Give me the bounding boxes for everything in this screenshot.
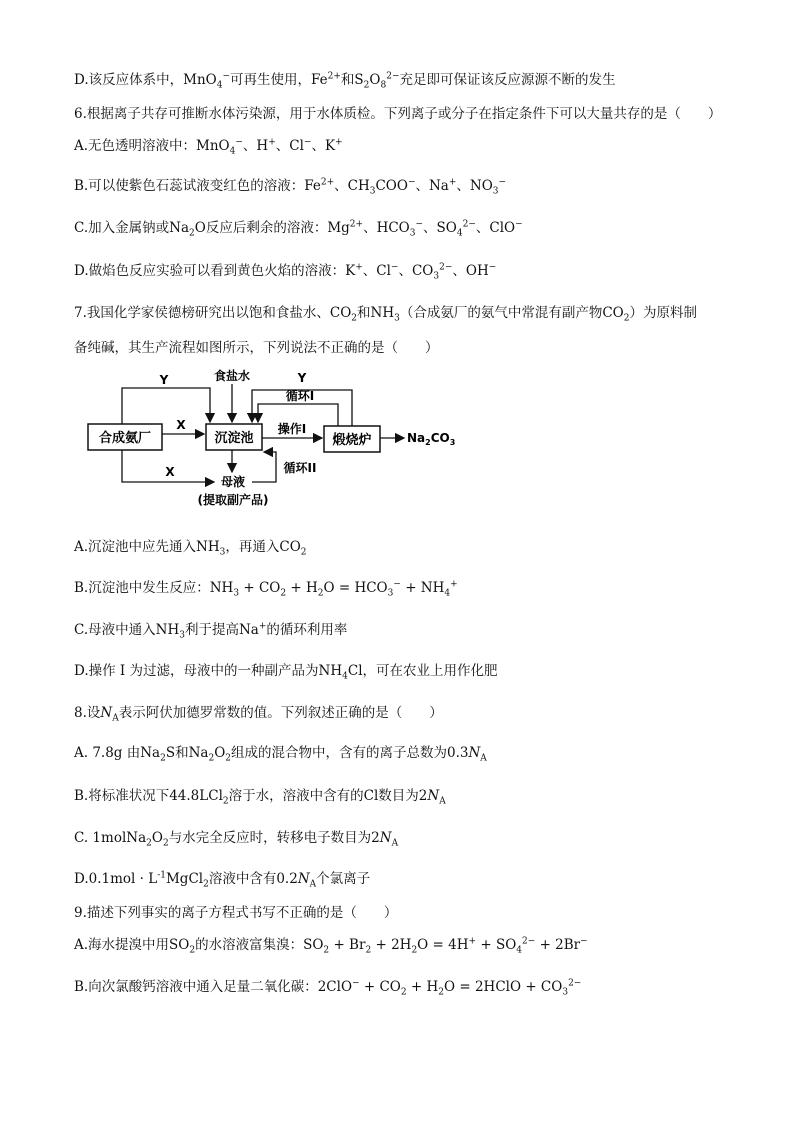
q8-stem: 8.设$N_A$表示阿伏加德罗常数的值。下列叙述正确的是（ ）: [74, 705, 443, 724]
label-cycle-2: 循环II: [283, 461, 317, 475]
q8-option-a: A. 7.8g 由$Na_2S$和$Na_2O_2$组成的混合物中，含有的离子总数为$0.3N_A$: [74, 745, 487, 764]
q7-option-c: C.母液中通入$NH_3$利于提高Na+的循环利用率: [74, 621, 348, 641]
q6-stem: 6.根据离子共存可推断水体污染源，用于水体质检。下列离子或分子在指定条件下可以大量共存的是（ ）: [74, 106, 722, 122]
q6-option-a: A.无色透明溶液中：MnO$_4$−、H+、Cl−、K+: [74, 137, 343, 157]
label-operation-1: 操作I: [277, 422, 307, 436]
flow-diagram: [86, 368, 486, 518]
box-furnace-label: 煅烧炉: [332, 433, 372, 448]
q7-stem-2: 备纯碱，其生产流程如图所示，下列说法不正确的是（ ）: [74, 340, 439, 356]
label-y-right: Y: [297, 371, 307, 385]
label-mother-liquor: 母液: [220, 475, 246, 489]
q9-stem: 9.描述下列事实的离子方程式书写不正确的是（ ）: [74, 905, 398, 921]
q8-option-b: B.将标准状况下44.8LCl$_2$溶于水，溶液中含有的Cl数目为$2N_A$: [74, 788, 446, 807]
box-ammonia-plant-label: 合成氨厂: [98, 431, 152, 446]
q5-option-d: D.该反应体系中，MnO$_4$−可再生使用，$Fe^{2+}$和$S_2O_8^{2-}$充足即可保证该反应源源不断的发生: [74, 71, 616, 91]
label-mother-note: (提取副产品): [197, 493, 269, 507]
label-y-left: Y: [159, 373, 169, 387]
flow-diagram-svg: [86, 368, 486, 518]
q8-option-c: C. $1molNa_2O_2$与水完全反应时，转移电子数目为$2N_A$: [74, 830, 399, 849]
label-brine: 食盐水: [213, 369, 251, 383]
arrow-y-left: [122, 388, 210, 424]
q7-stem-1: 7.我国化学家侯德榜研究出以饱和食盐水、$CO_2$和$NH_3$（合成氨厂的氨气中常混有副产物$CO_2$）为原料制: [74, 305, 697, 324]
q6-option-d: D.做焰色反应实验可以看到黄色火焰的溶液：K+、Cl−、$CO_3^{2-}$、OH−: [74, 262, 497, 282]
label-product: $Na_2CO_3$: [407, 431, 456, 447]
label-x-top: X: [176, 418, 186, 432]
arrow-cycle-2: [252, 452, 276, 482]
q9-option-b: B.向次氯酸钙溶液中通入足量二氧化碳：$2ClO^- + CO_2 + H_2O$ = 2HClO + $CO_3^{2-}$: [74, 978, 582, 998]
label-cycle-1: 循环I: [285, 389, 315, 403]
q7-option-d: D.操作 I 为过滤，母液中的一种副产品为$NH_4Cl$，可在农业上用作化肥: [74, 663, 498, 682]
q6-option-b: B.可以使紫色石蕊试液变红色的溶液：$Fe^{2+}$、$CH_3COO^-$、Na+、$NO_3^-$: [74, 177, 507, 197]
q9-option-a: A.海水提溴中用$SO_2$的水溶液富集溴：$SO_2 + Br_2 + 2H_2O = 4H^+ + SO_4^{2-} + 2Br^-$: [74, 936, 588, 956]
q6-option-c: C.加入金属钠或$Na_2O$反应后剩余的溶液：$Mg^{2+}$、$HCO_3^-$、$SO_4^{2-}$、ClO−: [74, 219, 523, 239]
q7-option-b: B.沉淀池中发生反应：$NH_3 + CO_2 + H_2O = HCO_3^- + NH_4^+$: [74, 579, 458, 599]
box-settling-tank-label: 沉淀池: [214, 431, 254, 446]
q8-option-d: $D.0.1mol \cdot L^{-1}MgCl_2$溶液中含有$0.2N_A$个氯离子: [74, 870, 371, 890]
label-x-bottom: X: [165, 465, 175, 479]
q7-option-a: A.沉淀池中应先通入$NH_3$，再通入$CO_2$: [74, 539, 307, 558]
